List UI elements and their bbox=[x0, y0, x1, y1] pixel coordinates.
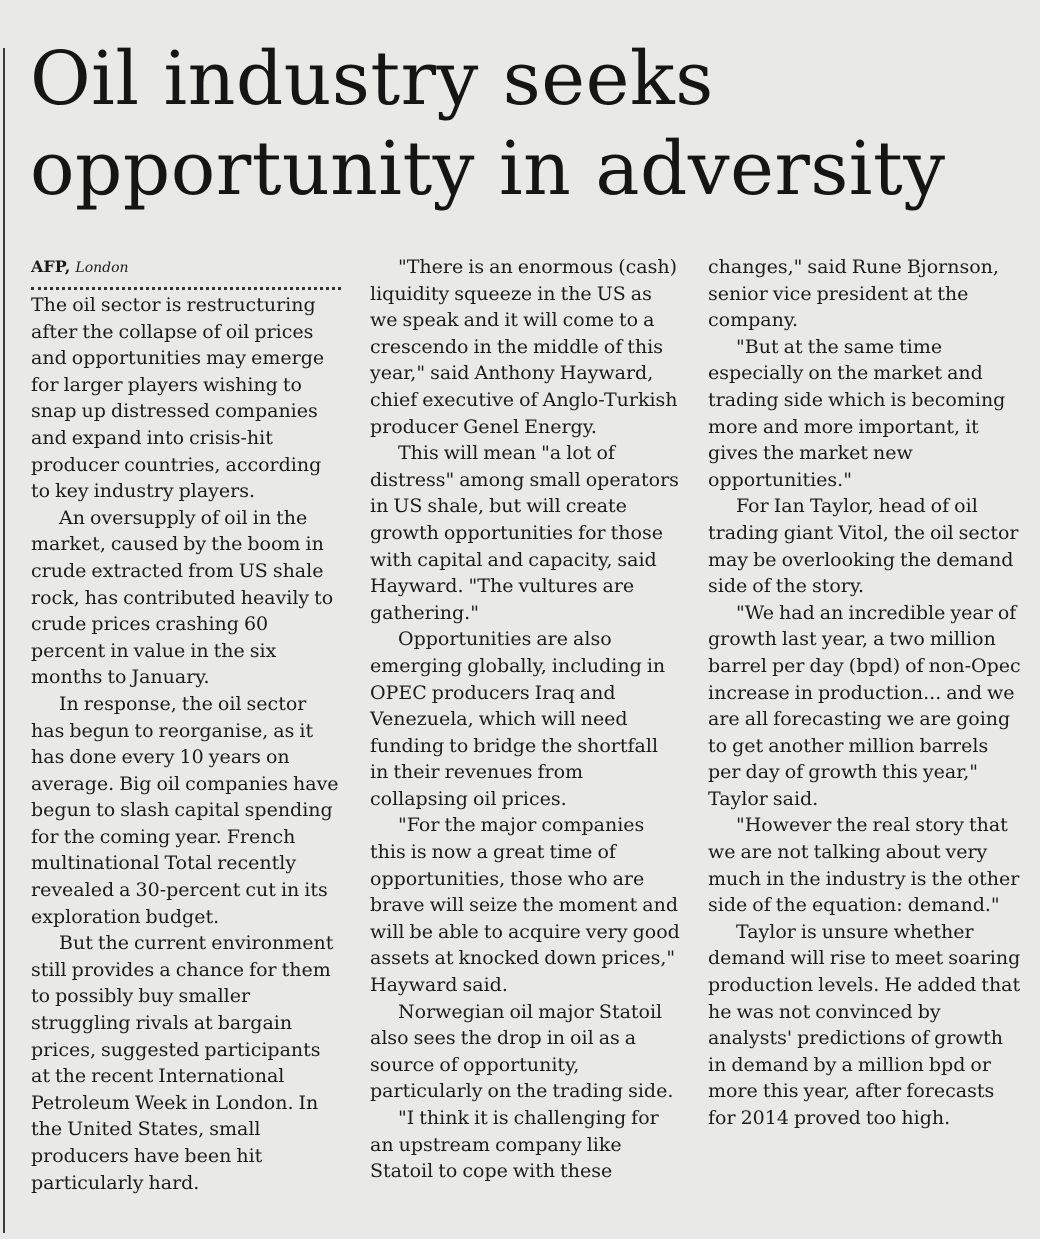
paragraph: The oil sector is restructuring after the collapse of oil prices and opportunities may emerge for larger players wishing to snap up distressed companies and expand into crisis-hit producer countries, according to key industry players. bbox=[31, 294, 325, 503]
paragraph: "We had an incredible year of growth last year, a two million barrel per day (bpd) of non-Opec increase in production... and we are all forecasting we are going to get another million barrels per day of growth this year," Taylor said. bbox=[708, 601, 1021, 810]
column-3 bbox=[708, 254, 1022, 1132]
dotted-divider bbox=[31, 287, 341, 290]
paragraph: In response, the oil sector has begun to reorganise, as it has done every 10 years on average. Big oil companies have begun to slash capital spending for the coming year. French multinational Total recently revealed a 30-percent cut in its exploration budget. bbox=[31, 692, 339, 928]
paragraph: Taylor is unsure whether demand will rise to meet soaring production levels. He added that he was not convinced by analysts' predictions of growth in demand by a million bpd or more this year, after forecasts for 2014 proved too high. bbox=[708, 920, 1021, 1129]
headline-line-2: opportunity in adversity bbox=[30, 126, 946, 212]
left-column-rule bbox=[3, 48, 5, 1233]
byline-agency: AFP, bbox=[31, 257, 71, 276]
paragraph: changes," said Rune Bjornson, senior vice president at the company. bbox=[708, 256, 999, 332]
paragraph: "However the real story that we are not talking about very much in the industry is the other side of the equation: demand." bbox=[708, 814, 1020, 917]
paragraph: But the current environment still provides a chance for them to possibly buy smaller struggling rivals at bargain prices, suggested participants at the recent International Petroleum Week in London. In the United States, small producers have been hit particularly hard. bbox=[31, 932, 334, 1194]
column-2 bbox=[370, 254, 680, 1185]
byline bbox=[31, 254, 343, 281]
column-1 bbox=[31, 254, 343, 1196]
paragraph: "I think it is challenging for an upstream company like Statoil to cope with these bbox=[370, 1107, 659, 1183]
paragraph: This will mean "a lot of distress" among small operators in US shale, but will create growth opportunities for those with capital and capacity, said Hayward. "The vultures are gathering." bbox=[370, 442, 679, 624]
paragraph: "There is an enormous (cash) liquidity squeeze in the US as we speak and it will come to a crescendo in the middle of this year," said Anthony Hayward, chief executive of Anglo-Turkish producer Genel Energy. bbox=[370, 256, 678, 438]
headline-line-1: Oil industry seeks bbox=[30, 36, 714, 122]
paragraph: Opportunities are also emerging globally, including in OPEC producers Iraq and Venezuela, which will need funding to bridge the shortfall in their revenues from collapsing oil prices. bbox=[370, 628, 666, 810]
paragraph: Norwegian oil major Statoil also sees the drop in oil as a source of opportunity, particularly on the trading side. bbox=[370, 1000, 674, 1103]
paragraph: For Ian Taylor, head of oil trading giant Vitol, the oil sector may be overlooking the demand side of the story. bbox=[708, 495, 1019, 598]
byline-location: London bbox=[75, 260, 129, 276]
paragraph: "For the major companies this is now a great time of opportunities, those who are brave will seize the moment and will be able to acquire very good assets at knocked down prices," Hayward said. bbox=[370, 814, 680, 997]
headline bbox=[30, 34, 1030, 214]
paragraph: "But at the same time especially on the market and trading side which is becoming more and more important, it gives the market new opportunities." bbox=[708, 335, 1006, 491]
paragraph: An oversupply of oil in the market, caused by the boom in crude extracted from US shale rock, has contributed heavily to crude prices crashing 60 percent in value in the six months to January. bbox=[31, 506, 334, 689]
